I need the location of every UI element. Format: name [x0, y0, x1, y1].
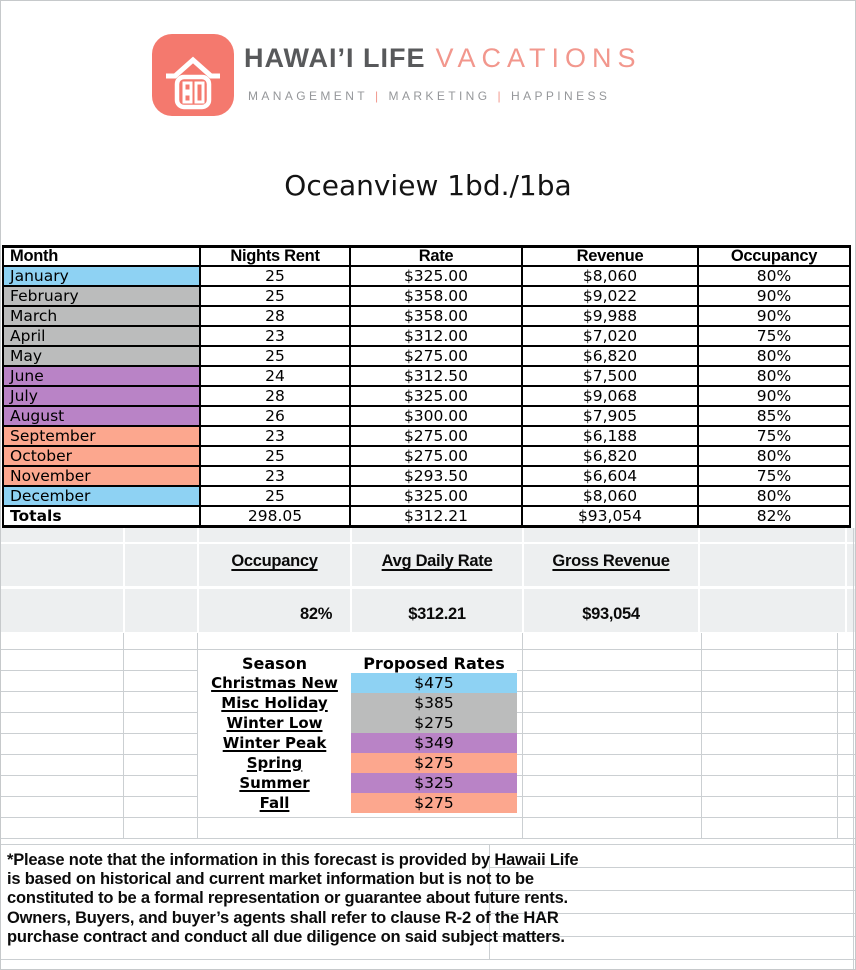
table-row-december: [4, 487, 849, 507]
occupancy-cell: 85%: [756, 407, 792, 425]
nights-cell: 23: [201, 467, 351, 485]
tagline-separator: |: [375, 89, 382, 103]
season-name: Summer: [198, 773, 351, 793]
tagline-management: MANAGEMENT: [248, 89, 369, 103]
nights-cell: 23: [201, 327, 351, 345]
nights-cell: 25: [201, 447, 351, 465]
rate-cell: $312.00: [351, 327, 523, 345]
nights-cell: 25: [201, 287, 351, 305]
disclaimer-line: purchase contract and conduct all due diligence on said subject matters.: [7, 927, 565, 946]
forecast-table: [2, 245, 851, 528]
nights-cell: 26: [201, 407, 351, 425]
month-cell: February: [4, 287, 201, 305]
house-icon: [151, 33, 235, 117]
season-row-misc-holiday: [198, 693, 517, 713]
header-cell-revenue: Revenue: [523, 248, 699, 265]
summary-gross-label: Gross Revenue: [552, 552, 670, 570]
table-row-march: [4, 307, 849, 327]
totals-occupancy: 82%: [756, 507, 792, 525]
table-row-may: [4, 347, 849, 367]
summary-adr-label: Avg Daily Rate: [381, 552, 493, 570]
totals-row: [4, 507, 849, 528]
occupancy-cell: 80%: [756, 487, 792, 505]
season-header-rates: Proposed Rates: [351, 653, 517, 673]
revenue-cell: $6,188: [523, 427, 699, 445]
table-row-june: [4, 367, 849, 387]
month-cell: November: [4, 467, 201, 485]
nights-cell: 23: [201, 427, 351, 445]
occupancy-cell: 90%: [756, 287, 792, 305]
season-rate: $385: [351, 693, 517, 713]
table-row-april: [4, 327, 849, 347]
grid-line: [1, 586, 856, 589]
rate-cell: $312.50: [351, 367, 523, 385]
grid-line: [845, 528, 847, 632]
table-row-january: [4, 267, 849, 287]
revenue-cell: $8,060: [523, 267, 699, 285]
season-rate: $275: [351, 793, 517, 813]
revenue-cell: $7,020: [523, 327, 699, 345]
occupancy-cell: 80%: [756, 347, 792, 365]
month-cell: August: [4, 407, 201, 425]
season-row-winter-peak: [198, 733, 517, 753]
page-title: Oceanview 1bd./1ba: [284, 169, 572, 202]
table-row-september: [4, 427, 849, 447]
brand-name-light: VACATIONS: [435, 43, 642, 73]
grid-line: [1, 542, 856, 544]
season-rate: $349: [351, 733, 517, 753]
season-row-summer: [198, 773, 517, 793]
season-row-winter-low: [198, 713, 517, 733]
season-row-christmas: [198, 673, 517, 693]
rate-cell: $275.00: [351, 427, 523, 445]
rate-cell: $275.00: [351, 447, 523, 465]
summary-occupancy-label: Occupancy: [231, 552, 318, 570]
header-cell-occupancy: Occupancy: [730, 248, 818, 265]
grid-line: [197, 528, 199, 632]
season-rate: $275: [351, 713, 517, 733]
totals-revenue: $93,054: [523, 507, 699, 525]
season-rate: $325: [351, 773, 517, 793]
season-header-row: [198, 653, 517, 673]
nights-cell: 28: [201, 387, 351, 405]
season-table: [198, 653, 517, 813]
revenue-cell: $6,604: [523, 467, 699, 485]
month-cell: October: [4, 447, 201, 465]
nights-cell: 25: [201, 347, 351, 365]
grid-line: [123, 528, 125, 632]
header-cell-nights: Nights Rent: [201, 248, 351, 265]
occupancy-cell: 75%: [756, 467, 792, 485]
summary-occupancy-value: 82%: [299, 605, 333, 623]
rate-cell: $300.00: [351, 407, 523, 425]
occupancy-cell: 90%: [756, 307, 792, 325]
month-cell: September: [4, 427, 201, 445]
revenue-cell: $6,820: [523, 447, 699, 465]
season-name: Christmas New: [198, 673, 351, 693]
nights-cell: 25: [201, 487, 351, 505]
month-cell: April: [4, 327, 201, 345]
table-row-november: [4, 467, 849, 487]
rate-cell: $325.00: [351, 267, 523, 285]
totals-nights: 298.05: [201, 507, 351, 525]
month-cell: July: [4, 387, 201, 405]
occupancy-cell: 75%: [756, 327, 792, 345]
revenue-cell: $7,905: [523, 407, 699, 425]
occupancy-cell: 90%: [756, 387, 792, 405]
season-row-fall: [198, 793, 517, 813]
disclaimer-line: constituted to be a formal representation or guarantee about future rents.: [7, 889, 568, 908]
disclaimer-line: is based on historical and current market information but is not to be: [7, 870, 534, 889]
month-cell: December: [4, 487, 201, 505]
table-row-february: [4, 287, 849, 307]
season-row-spring: [198, 753, 517, 773]
season-name: Fall: [198, 793, 351, 813]
header-cell-rate: Rate: [351, 248, 523, 265]
month-cell: May: [4, 347, 201, 365]
summary-gross-value: $93,054: [582, 605, 640, 623]
rate-cell: $293.50: [351, 467, 523, 485]
nights-cell: 28: [201, 307, 351, 325]
totals-label: Totals: [4, 507, 201, 525]
table-row-october: [4, 447, 849, 467]
tagline-marketing: MARKETING: [388, 89, 491, 103]
season-rate: $475: [351, 673, 517, 693]
revenue-cell: $7,500: [523, 367, 699, 385]
brand-name: [244, 43, 642, 74]
season-rate: $275: [351, 753, 517, 773]
revenue-cell: $6,820: [523, 347, 699, 365]
disclaimer: [7, 851, 667, 947]
nights-cell: 24: [201, 367, 351, 385]
rate-cell: $358.00: [351, 307, 523, 325]
rate-cell: $275.00: [351, 347, 523, 365]
rate-cell: $325.00: [351, 387, 523, 405]
summary-adr-value: $312.21: [408, 605, 466, 623]
nights-cell: 25: [201, 267, 351, 285]
revenue-cell: $9,988: [523, 307, 699, 325]
disclaimer-line: *Please note that the information in this forecast is provided by Hawaii Life: [7, 851, 579, 869]
occupancy-cell: 75%: [756, 427, 792, 445]
occupancy-cell: 80%: [756, 447, 792, 465]
season-name: Winter Peak: [198, 733, 351, 753]
disclaimer-line: Owners, Buyers, and buyer’s agents shall refer to clause R-2 of the HAR: [7, 908, 559, 927]
header-cell-month: Month: [4, 248, 201, 265]
month-cell: June: [4, 367, 201, 385]
brand-tagline: [248, 89, 610, 103]
month-cell: January: [4, 267, 201, 285]
month-cell: March: [4, 307, 201, 325]
season-name: Spring: [198, 753, 351, 773]
season-name: Winter Low: [198, 713, 351, 733]
season-name: Misc Holiday: [198, 693, 351, 713]
occupancy-cell: 80%: [756, 267, 792, 285]
revenue-cell: $8,060: [523, 487, 699, 505]
brand-name-bold: HAWAI’I LIFE: [244, 43, 426, 73]
tagline-happiness: HAPPINESS: [511, 89, 611, 103]
revenue-cell: $9,022: [523, 287, 699, 305]
revenue-cell: $9,068: [523, 387, 699, 405]
season-header-season: Season: [198, 653, 351, 673]
table-row-august: [4, 407, 849, 427]
totals-rate: $312.21: [351, 507, 523, 525]
rate-cell: $325.00: [351, 487, 523, 505]
table-row-july: [4, 387, 849, 407]
occupancy-cell: 80%: [756, 367, 792, 385]
table-header-row: [4, 245, 849, 267]
tagline-separator: |: [497, 89, 505, 103]
rate-cell: $358.00: [351, 287, 523, 305]
